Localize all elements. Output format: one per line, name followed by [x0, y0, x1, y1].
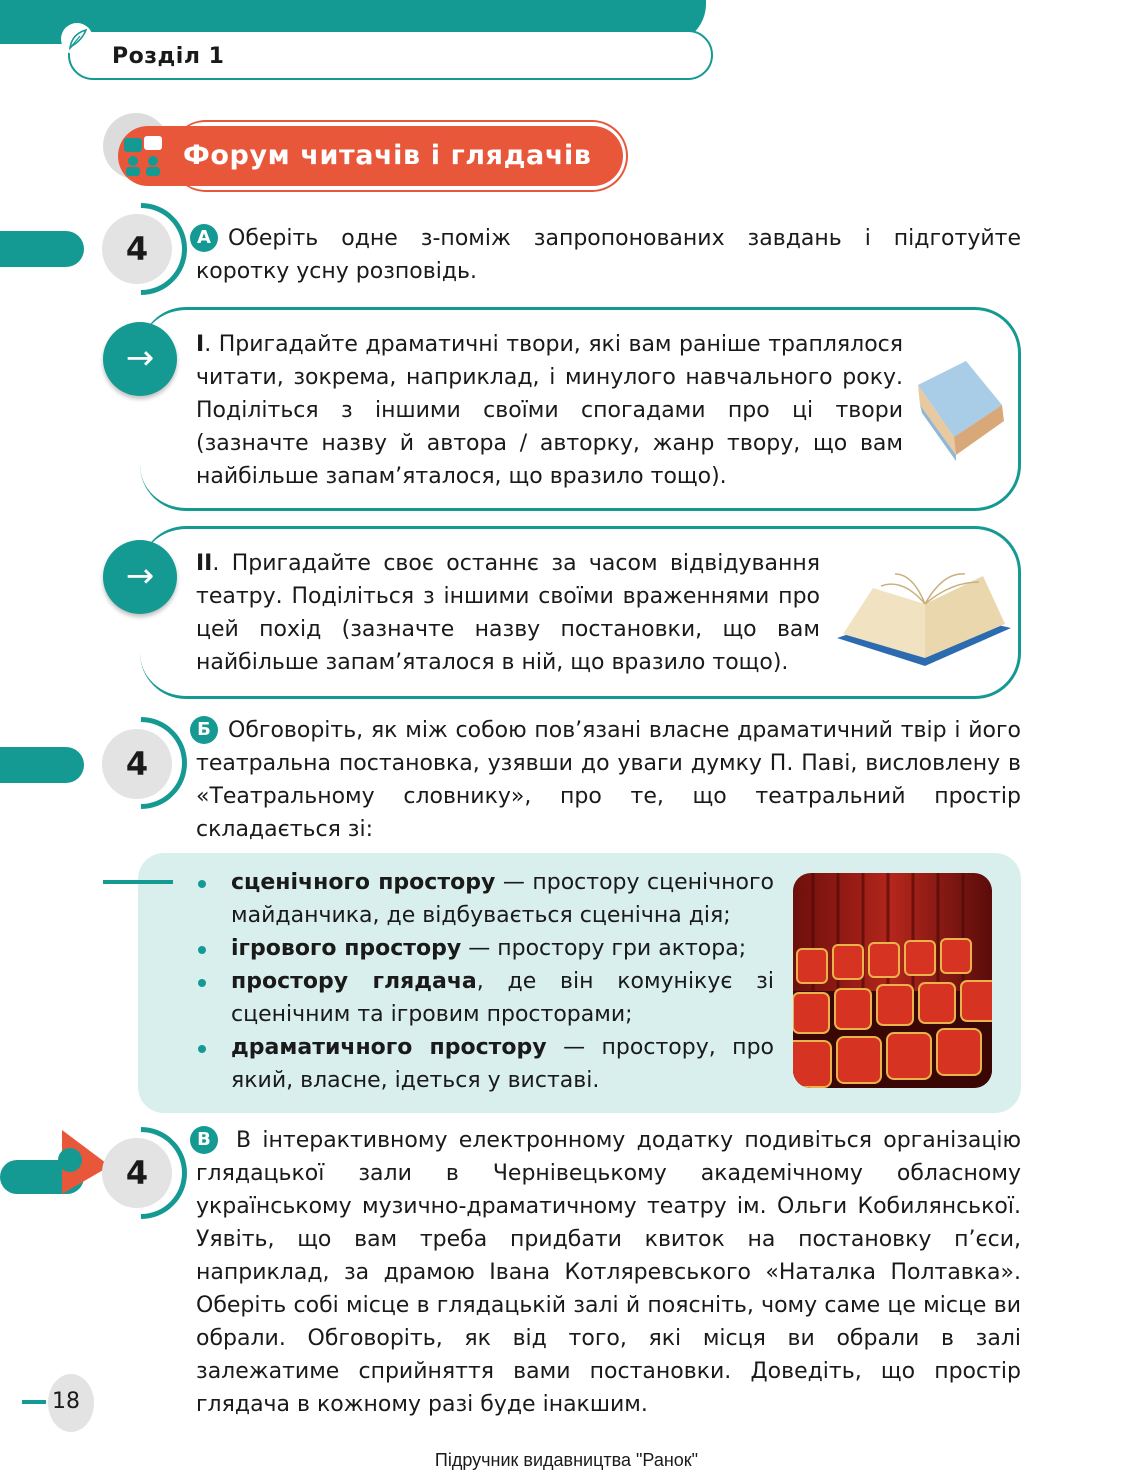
- task-letter-badge: Б: [190, 716, 218, 744]
- subtask-2-label: II: [196, 551, 213, 576]
- feather-logo-icon: [60, 22, 94, 56]
- subtask-1-body: . Пригадайте драматичні твори, які вам раніше траплялося читати, зокрема, наприклад, і минулого навчального року. Поділіться з іншими своїми спогадами про ці твори (зазначте назву й автора / авторку, жанр твору, що вам найбільше запам’яталося, що вразило тощо).: [196, 332, 903, 489]
- space-types-list: [196, 866, 774, 1097]
- task-letter-badge: А: [190, 224, 218, 252]
- arrow-right-icon: →: [103, 540, 177, 614]
- task-bookmark-arrow-icon: [0, 1130, 110, 1200]
- panel-marker-line: [103, 880, 173, 884]
- subtask-1-text: [196, 328, 903, 493]
- chapter-title: Розділ 1: [112, 44, 225, 69]
- list-item: сценічного простору — простору сценічного майданчика, де відбувається сценічна дія;: [196, 866, 774, 932]
- task-v-text: В інтерактивному електронному додатку подивіться організацію глядацької зали в Чернівецькому академічному обласному українському музично-драматичному театру ім. Ольги Кобилянської. Уявіть, що вам треба придбати квиток на постановку п’єси, наприклад, за драмою Івана Котляревського «Наталка Полтавка». Оберіть собі місце в глядацькій залі й поясніть, чому саме це місце ви обрали. Обговоріть, як від того, які місця ви обрали в залі залежатиме сприйняття вами постановки. Доведіть, що простір глядача в кожному разі буде інакшим.: [196, 1128, 1021, 1417]
- task-number: 4: [102, 729, 172, 799]
- arrow-right-icon: →: [103, 322, 177, 396]
- task-number: 4: [102, 1138, 172, 1208]
- publisher-footer: Підручник видавництва "Ранок": [434, 1450, 699, 1470]
- closed-book-image: [910, 355, 1006, 467]
- list-item: простору глядача, де він комунікує зі сценічним та ігровим просторами;: [196, 965, 774, 1031]
- theatre-seats-image: [793, 873, 992, 1088]
- subtask-1-label: I: [196, 332, 205, 357]
- task-a-text: Оберіть одне з-поміж запропонованих завдань і підготуйте коротку усну розповідь.: [196, 226, 1021, 284]
- task-b-text: Обговоріть, як між собою пов’язані власне драматичний твір і його театральна постановка, узявши до уваги думку П. Паві, висловлену в «Театральному словнику», про те, що театральний простір складається зі:: [196, 718, 1021, 842]
- subtask-2-text: [196, 547, 820, 679]
- page-number-dash: [22, 1400, 46, 1404]
- list-item: драматичного простору — простору, про який, власне, ідеться у виставі.: [196, 1031, 774, 1097]
- open-book-image: [833, 568, 1015, 672]
- task-side-bar: [0, 747, 84, 783]
- task-side-bar: [0, 231, 84, 267]
- task-letter-badge: В: [190, 1126, 218, 1154]
- section-title: Форум читачів і глядачів: [183, 140, 592, 171]
- page-number: 18: [52, 1389, 80, 1414]
- discussion-people-icon: [118, 128, 168, 178]
- task-number: 4: [102, 214, 172, 284]
- list-item: ігрового простору — простору гри актора;: [196, 932, 774, 965]
- subtask-2-body: . Пригадайте своє останнє за часом відвідування театру. Поділіться з іншими своїми враженнями про цей похід (зазначте назву постановки, що вам найбільше запам’яталося в ній, що вразило тощо).: [196, 551, 820, 675]
